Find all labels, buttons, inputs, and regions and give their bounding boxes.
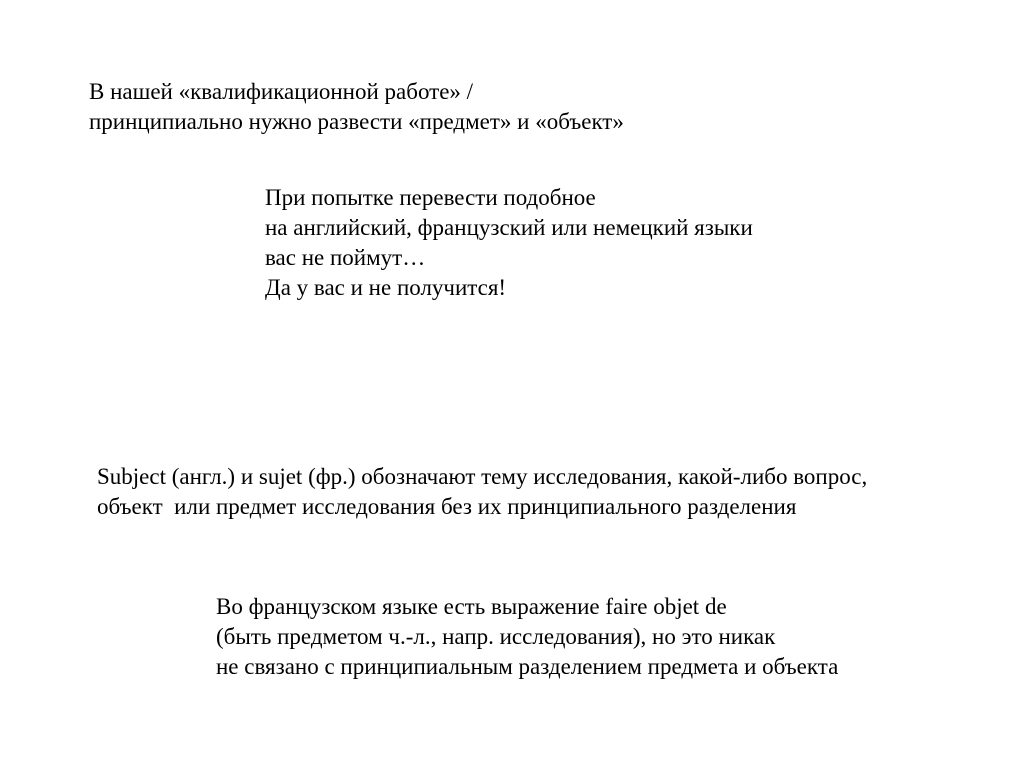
text-line: объект или предмет исследования без их принципиального разделения: [97, 494, 797, 519]
text-line: (быть предметом ч.-л., напр. исследования), но это никак: [216, 624, 776, 649]
text-line: Subject (англ.) и sujet (фр.) обозначают тему исследования, какой-либо вопрос,: [97, 464, 868, 489]
text-line: При попытке перевести подобное: [265, 185, 596, 210]
text-line: Во французском языке есть выражение faire objet de: [216, 594, 727, 619]
text-block-french-expression: [216, 592, 838, 682]
text-line: В нашей «квалификационной работе» /: [89, 79, 474, 104]
text-block-thesis-note: [89, 77, 624, 137]
text-line: принципиально нужно развести «предмет» и «объект»: [89, 109, 624, 134]
text-line: не связано с принципиальным разделением предмета и объекта: [216, 654, 839, 679]
text-line: Да у вас и не получится!: [265, 275, 507, 300]
text-block-translation-note: [265, 183, 753, 303]
text-block-subject-sujet: [97, 462, 867, 522]
text-line: вас не поймут…: [265, 245, 426, 270]
text-line: на английский, французский или немецкий языки: [265, 215, 753, 240]
